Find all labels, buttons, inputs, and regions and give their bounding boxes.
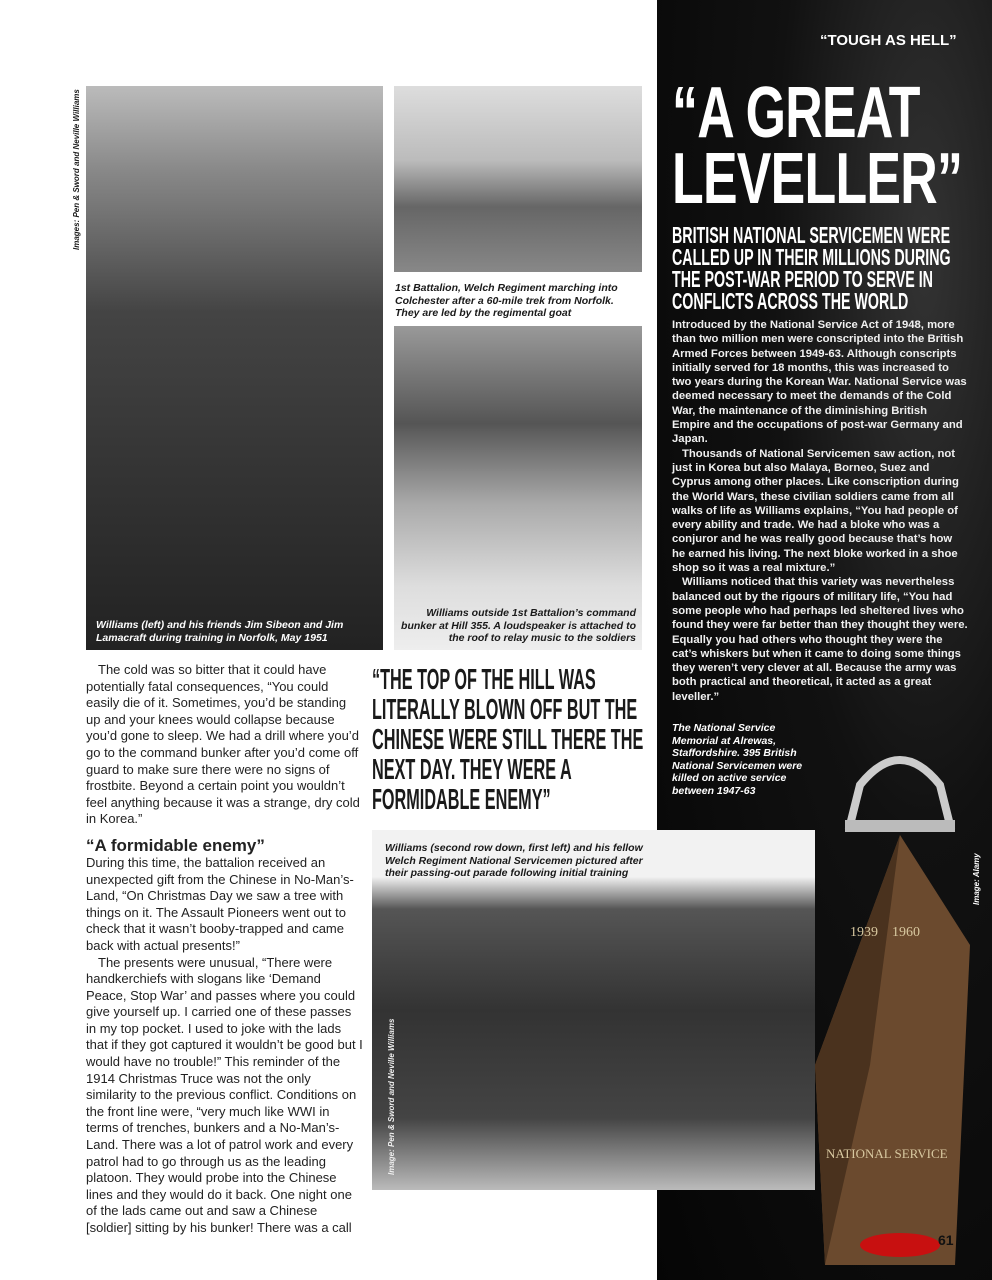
- photo-credit: Image: Pen & Sword and Neville Williams: [387, 1018, 396, 1175]
- photo-credit: Images: Pen & Sword and Neville Williams: [72, 89, 81, 250]
- group-caption: Williams (second row down, first left) and his fellow Welch Regiment National Servicemen pictured after their passing-out parade following initial training: [385, 842, 643, 879]
- bunker-photo: [394, 326, 642, 650]
- sidebar-subtitle: BRITISH NATIONAL SERVICEMEN WERE CALLED UP IN THEIR MILLIONS DURING THE POST-WAR PERIOD TO SERVE IN CONFLICTS ACROSS THE WORLD: [672, 222, 951, 314]
- memorial-image: [815, 745, 985, 1275]
- sidebar-paragraph: Thousands of National Servicemen saw action, not just in Korea but also Malaya, Borneo, Suez and Cyprus among other places. Like conscription during the World Wars, these civilian soldiers came from all walks of life as Williams explains, “You had people of every ability and trade. We had a bloke who was a conjuror and he was really good because that’s how he earned his living. The next bloke worked in a shoe shop so it was a real mixture.”: [672, 447, 959, 575]
- section-header: “TOUGH AS HELL”: [820, 32, 957, 49]
- page-number: 61: [938, 1232, 954, 1248]
- memorial-caption: The National Service Memorial at Alrewas, Staffordshire. 395 British National Servicemen were killed on active service between 1947-63: [672, 722, 803, 797]
- pull-quote: “THE TOP OF THE HILL WAS LITERALLY BLOWN OFF BUT THE CHINESE WERE STILL THERE THE NEXT DAY. THEY WERE A FORMIDABLE ENEMY”: [372, 664, 644, 816]
- sidebar-paragraph: Introduced by the National Service Act of 1948, more than two million men were conscripted into the British Armed Forces between 1949-63. Although conscripts initially served for 18 months, this was increased to two years during the Korean War. National Service was deemed necessary to meet the demands of the Cold War, the maintenance of the diminishing British Empire and the occupations of post-war Germany and Japan.: [672, 319, 967, 446]
- sidebar-body: [672, 318, 968, 704]
- memorial-years-left: 1939: [850, 925, 878, 940]
- sidebar-column: [672, 73, 972, 797]
- sidebar-title: “A GREAT LEVELLER”: [672, 73, 963, 219]
- sidebar-paragraph: Williams noticed that this variety was nevertheless balanced out by the rigours of military life, “You had some people who had perhaps led sheltered lives who found they were far better than they thought they were. Equally you had others who thought they were the cat’s whiskers but when it came to doing some things they weren’t very clever at all. Because the army was both practical and theoretical, it acted as a great leveller.”: [672, 576, 968, 703]
- march-photo: [394, 86, 642, 272]
- friends-caption: Williams (left) and his friends Jim Sibeon and Jim Lamacraft during training in Norfolk, May 1951: [96, 619, 344, 644]
- body-paragraph: The presents were unusual, “There were handkerchiefs with slogans like ‘Demand Peace, Stop War’ and passes where you could give yourself up. I carried one of these passes in my top pocket. I used to joke with the lads that if they got captured it wouldn’t be good but I would have no trouble!” This reminder of the 1914 Christmas Truce was not the only similarity to the previous conflict. Conditions on the front line were, “very much like WWI in terms of trenches, bunkers and a No-Man’s-Land. There was a lot of patrol work and every patrol had to go through us as the leading platoon. They would probe into the Chinese lines and they would do it back. One night one of the lads came out and saw a Chinese [soldier] sitting by his bunker! There was a call: [86, 954, 363, 1235]
- bunker-caption: Williams outside 1st Battalion’s command bunker at Hill 355. A loudspeaker is attached to the roof to relay music to the soldiers: [401, 607, 636, 644]
- group-photo: [372, 830, 815, 1190]
- body-paragraph: During this time, the battalion received an unexpected gift from the Chinese in No-Man’s-Land, “On Christmas Day we saw a tree with things on it. The Assault Pioneers went out to check that it wasn’t booby-trapped and came back with actual presents!”: [86, 854, 354, 953]
- body-paragraph: The cold was so bitter that it could have potentially fatal consequences, “You could easily die of it. Sometimes, you’d be standing up and your knees would collapse because you’d gone to sleep. We had a drill where you’d go to the command bunker after you’d come off guard to make sure there were no signs of frostbite. Beyond a certain point you wouldn’t feel anything because it was a strange, dry cold in Korea.”: [86, 662, 360, 827]
- memorial-inscription: NATIONAL SERVICE: [826, 1146, 948, 1161]
- memorial-years-right: 1960: [892, 925, 920, 940]
- memorial-credit: Image: Alamy: [972, 853, 981, 905]
- march-caption: 1st Battalion, Welch Regiment marching into Colchester after a 60-mile trek from Norfolk. They are led by the regimental goat: [395, 282, 618, 319]
- section-heading: “A formidable enemy”: [86, 835, 265, 855]
- friends-photo: [86, 86, 383, 650]
- main-body: [86, 662, 364, 1237]
